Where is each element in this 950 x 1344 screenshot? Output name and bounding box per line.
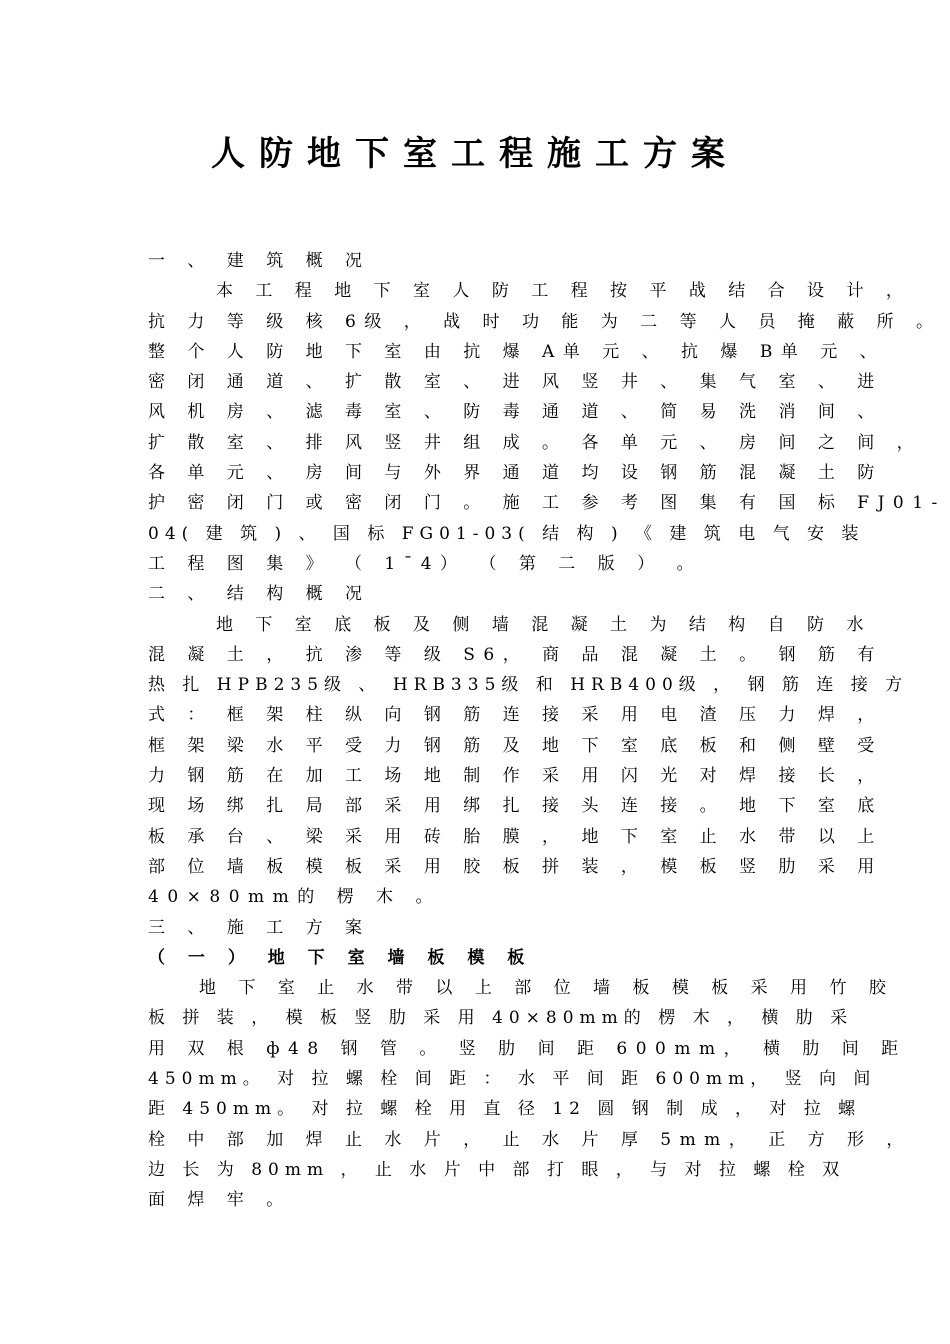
paragraph-line: 力 钢 筋 在 加 工 场 地 制 作 采 用 闪 光 对 焊 接 长 ， bbox=[148, 766, 883, 787]
section-heading-3: 三 、 施 工 方 案 bbox=[148, 917, 371, 938]
paragraph-line: 密 闭 通 道 、 扩 散 室 、 进 风 竖 井 、 集 气 室 、 进 bbox=[148, 372, 883, 393]
paragraph-line: 现 场 绑 扎 局 部 采 用 绑 扎 接 头 连 接 。 地 下 室 底 bbox=[148, 796, 883, 817]
paragraph-line: 各 单 元 、 房 间 与 外 界 通 道 均 设 钢 筋 混 凝 土 防 bbox=[148, 463, 883, 484]
document-body bbox=[148, 246, 946, 1216]
paragraph-line: 热 扎 HPB235级 、 HRB335级 和 HRB400级 ， 钢 筋 连 接 方 bbox=[148, 675, 909, 696]
paragraph-line: 整 个 人 防 地 下 室 由 抗 爆 A单 元 、 抗 爆 B单 元 、 bbox=[148, 341, 886, 362]
paragraph-line: 板 承 台 、 梁 采 用 砖 胎 膜 ， 地 下 室 止 水 带 以 上 bbox=[148, 826, 883, 847]
paragraph-line: 部 位 墙 板 模 板 采 用 胶 板 拼 装 ， 模 板 竖 肋 采 用 bbox=[148, 856, 883, 877]
paragraph-line: 护 密 闭 门 或 密 闭 门 。 施 工 参 考 图 集 有 国 标 FJ01- bbox=[148, 493, 946, 514]
section-heading-1: 一 、 建 筑 概 况 bbox=[148, 251, 371, 271]
paragraph-line: 地 下 室 止 水 带 以 上 部 位 墙 板 模 板 采 用 竹 胶 bbox=[199, 978, 895, 999]
paragraph-line: 混 凝 土 ， 抗 渗 等 级 S6， 商 品 混 凝 土 。 钢 筋 有 bbox=[148, 644, 883, 665]
paragraph-line: 栓 中 部 加 焊 止 水 片 ， 止 水 片 厚 5mm， 正 方 形 ， bbox=[148, 1129, 912, 1150]
paragraph-line: 用 双 根 ф48 钢 管 。 竖 肋 间 距 600mm， 横 肋 间 距 bbox=[148, 1038, 907, 1059]
paragraph-line: 04( 建 筑 ) 、 国 标 FG01-03( 结 构 ) 《 建 筑 电 气 安 装 bbox=[148, 523, 865, 544]
paragraph-line: 式 ： 框 架 柱 纵 向 钢 筋 连 接 采 用 电 渣 压 力 焊 ， bbox=[148, 705, 883, 726]
paragraph-line: 扩 散 室 、 排 风 竖 井 组 成 。 各 单 元 、 房 间 之 间 ， bbox=[148, 432, 923, 453]
paragraph-line: 面 焊 牢 。 bbox=[148, 1190, 292, 1211]
section-heading-2: 二 、 结 构 概 况 bbox=[148, 584, 371, 605]
paragraph-line: 本 工 程 地 下 室 人 防 工 程 按 平 战 结 合 设 计 ， bbox=[216, 281, 912, 302]
paragraph-line: 40×80mm的 楞 木 。 bbox=[148, 887, 441, 908]
paragraph-line: 风 机 房 、 滤 毒 室 、 防 毒 通 道 、 简 易 洗 消 间 、 bbox=[148, 402, 883, 423]
subsection-heading: （ 一 ） 地 下 室 墙 板 模 板 bbox=[148, 947, 533, 968]
paragraph-line: 边 长 为 80mm ， 止 水 片 中 部 打 眼 ， 与 对 拉 螺 栓 双 bbox=[148, 1159, 846, 1180]
document-title: 人防地下室工程施工方案 bbox=[211, 134, 739, 174]
paragraph-line: 工 程 图 集 》 （ 1¯4） （ 第 二 版 ） 。 bbox=[148, 553, 702, 574]
paragraph-line: 距 450mm。 对 拉 螺 栓 用 直 径 12 圆 钢 制 成 ， 对 拉 螺 bbox=[148, 1099, 862, 1120]
paragraph-line: 板 拼 装 ， 模 板 竖 肋 采 用 40×80mm的 楞 木 ， 横 肋 采 bbox=[148, 1008, 854, 1029]
paragraph-line: 框 架 梁 水 平 受 力 钢 筋 及 地 下 室 底 板 和 侧 壁 受 bbox=[148, 735, 883, 756]
paragraph-line: 抗 力 等 级 核 6级 ， 战 时 功 能 为 二 等 人 员 掩 蔽 所 。 bbox=[148, 311, 942, 332]
paragraph-line: 地 下 室 底 板 及 侧 墙 混 凝 土 为 结 构 自 防 水 bbox=[216, 614, 872, 635]
paragraph-line: 450mm。 对 拉 螺 栓 间 距 ： 水 平 间 距 600mm， 竖 向 间 bbox=[148, 1069, 877, 1090]
